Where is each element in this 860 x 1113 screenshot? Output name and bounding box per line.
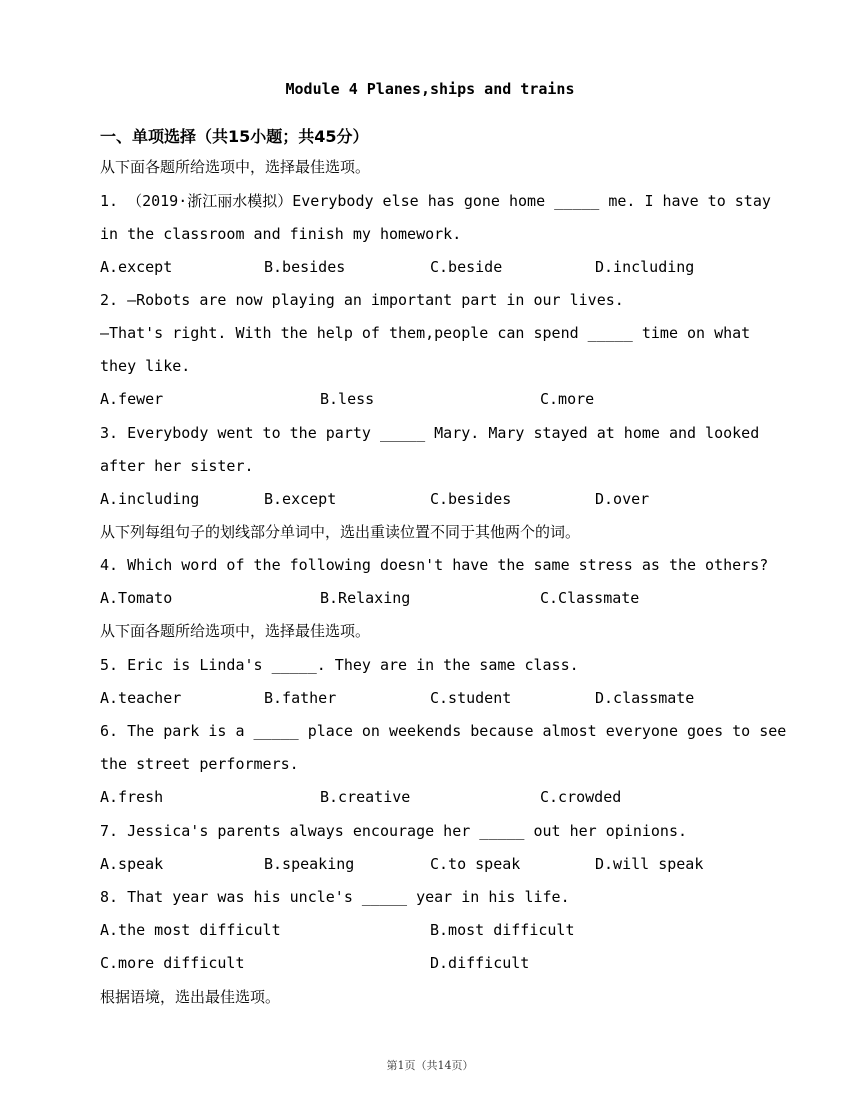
question-1-line-1: 1. （2019·浙江丽水模拟）Everybody else has gone home _____ me. I have to stay [100, 192, 771, 210]
question-7-option-a: A.speak [100, 855, 164, 873]
question-1-option-a: A.except [100, 258, 173, 276]
question-3-option-c: C.besides [430, 490, 512, 508]
question-1-option-c: C.beside [430, 258, 503, 276]
question-2-option-c: C.more [540, 390, 595, 408]
page-title: Module 4 Planes,ships and trains [285, 80, 575, 98]
question-3-line-1: 3. Everybody went to the party _____ Mary. Mary stayed at home and looked [100, 424, 760, 442]
question-8-option-b: B.most difficult [430, 921, 575, 939]
question-5-option-a: A.teacher [100, 689, 182, 707]
question-7-option-b: B.speaking [264, 855, 355, 873]
question-8-option-a: A.the most difficult [100, 921, 281, 939]
question-5-option-d: D.classmate [595, 689, 695, 707]
question-7-line-1: 7. Jessica's parents always encourage her _____ out her opinions. [100, 822, 687, 840]
section-heading: 一、单项选择（共15小题；共45分） [100, 127, 369, 146]
question-8-option-c: C.more difficult [100, 954, 245, 972]
question-4-line-1: 4. Which word of the following doesn't have the same stress as the others? [100, 556, 769, 574]
question-4-option-a: A.Tomato [100, 589, 173, 607]
question-6-line-1: 6. The park is a _____ place on weekends because almost everyone goes to see [100, 722, 787, 740]
question-2-line-3: they like. [100, 357, 191, 375]
question-7-option-d: D.will speak [595, 855, 704, 873]
question-2-option-b: B.less [320, 390, 375, 408]
question-3-option-b: B.except [264, 490, 337, 508]
question-4-option-c: C.Classmate [540, 589, 640, 607]
question-6-line-2: the street performers. [100, 755, 299, 773]
question-2-line-2: —That's right. With the help of them,people can spend _____ time on what [100, 324, 751, 342]
question-5-option-c: C.student [430, 689, 512, 707]
question-3-line-2: after her sister. [100, 457, 254, 475]
instruction-text: 从下面各题所给选项中，选择最佳选项。 [100, 622, 371, 640]
instruction-text: 从下面各题所给选项中，选择最佳选项。 [100, 158, 371, 176]
question-5-option-b: B.father [264, 689, 337, 707]
question-6-option-a: A.fresh [100, 788, 164, 806]
question-2-option-a: A.fewer [100, 390, 164, 408]
question-7-option-c: C.to speak [430, 855, 521, 873]
question-8-option-d: D.difficult [430, 954, 530, 972]
question-2-line-1: 2. —Robots are now playing an important part in our lives. [100, 291, 624, 309]
question-1-option-b: B.besides [264, 258, 346, 276]
page-number: 第1页（共14页） [386, 1059, 474, 1072]
instruction-text: 根据语境，选出最佳选项。 [100, 988, 281, 1006]
question-4-option-b: B.Relaxing [320, 589, 411, 607]
question-5-line-1: 5. Eric is Linda's _____. They are in the same class. [100, 656, 579, 674]
question-8-line-1: 8. That year was his uncle's _____ year in his life. [100, 888, 570, 906]
question-3-option-d: D.over [595, 490, 650, 508]
question-1-line-2: in the classroom and finish my homework. [100, 225, 462, 243]
question-3-option-a: A.including [100, 490, 200, 508]
instruction-text: 从下列每组句子的划线部分单词中，选出重读位置不同于其他两个的词。 [100, 523, 581, 541]
question-6-option-b: B.creative [320, 788, 411, 806]
question-1-option-d: D.including [595, 258, 695, 276]
question-6-option-c: C.crowded [540, 788, 622, 806]
